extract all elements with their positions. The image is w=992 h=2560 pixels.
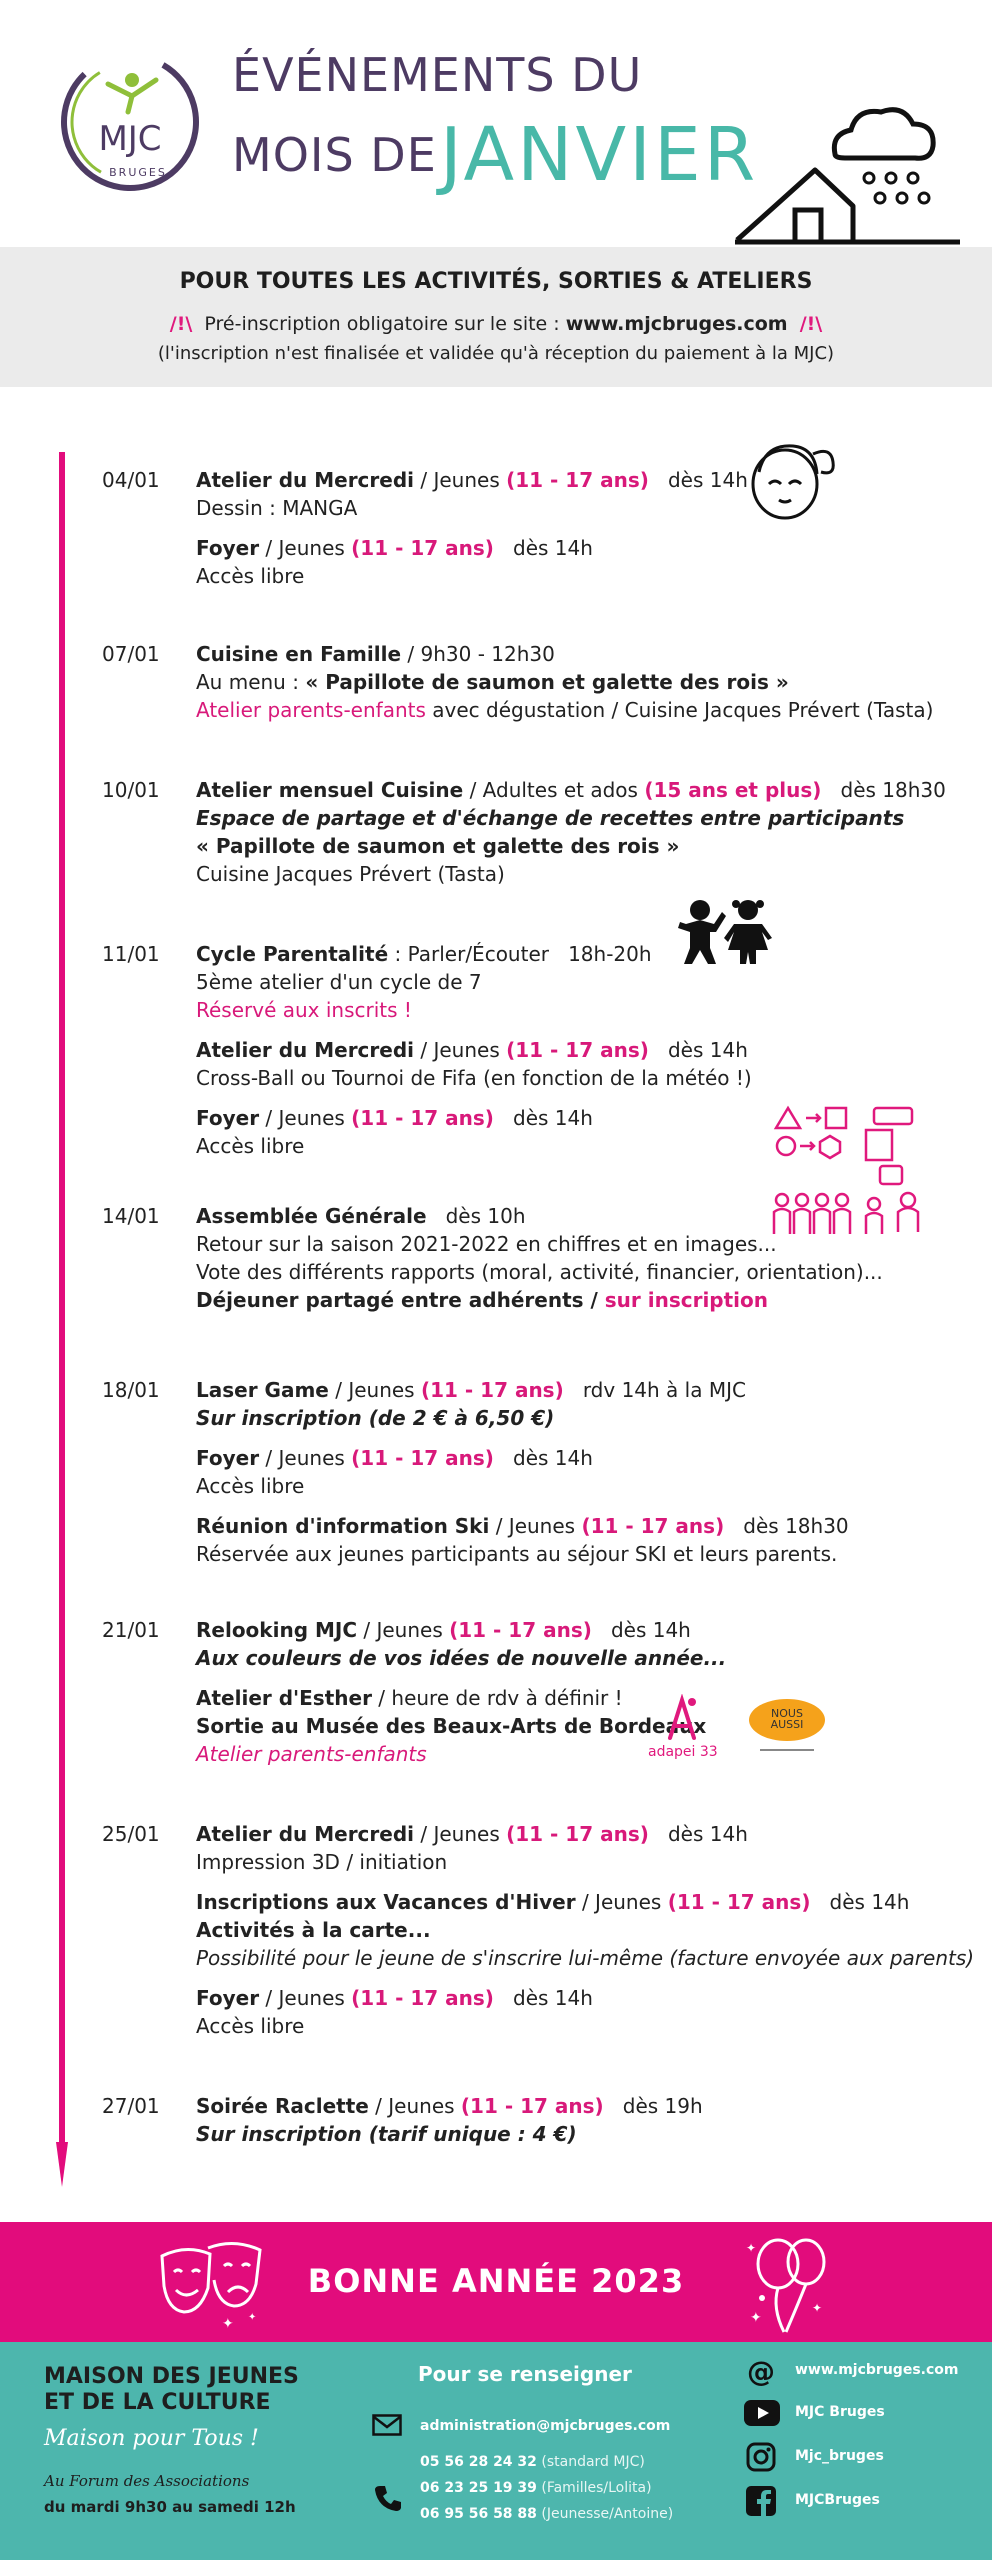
event-detail: Espace de partage et d'échange de recettes entre participants <box>196 806 905 830</box>
event-detail: Accès libre <box>196 1134 305 1158</box>
title-month: JANVIER <box>440 112 759 198</box>
banner-text: BONNE ANNÉE 2023 <box>307 2262 685 2300</box>
event-detail: Atelier parents-enfants <box>196 1742 427 1766</box>
manga-face-icon <box>745 432 840 527</box>
warning-sign: /!\ <box>169 313 193 335</box>
event-date: 14/01 <box>102 1204 160 1228</box>
info-line-1 <box>0 313 992 335</box>
event-detail: Réservée aux jeunes participants au séjour SKI et leurs parents. <box>196 1542 838 1566</box>
svg-text:@: @ <box>747 2356 775 2386</box>
event-title-line: Assemblée Générale dès 10h <box>196 1204 526 1228</box>
timeline-arrow <box>56 452 68 2187</box>
event-detail: Sur inscription (tarif unique : 4 €) <box>196 2122 577 2146</box>
event-title-line: Foyer / Jeunes (11 - 17 ans) dès 14h <box>196 536 593 560</box>
social-instagram[interactable]: Mjc_bruges <box>795 2448 884 2464</box>
event-detail: « Papillote de saumon et galette des rois » <box>196 834 680 858</box>
adapei-logo <box>642 1694 722 1764</box>
event-detail: Sur inscription (de 2 € à 6,50 €) <box>196 1406 555 1430</box>
event-detail: Au menu : « Papillote de saumon et galette des rois » <box>196 670 789 694</box>
event-title-line: Foyer / Jeunes (11 - 17 ans) dès 14h <box>196 1446 593 1470</box>
facebook-icon <box>746 2486 776 2516</box>
event-detail: Aux couleurs de vos idées de nouvelle année... <box>196 1646 727 1670</box>
warning-sign: /!\ <box>799 313 823 335</box>
phone-standard[interactable]: 05 56 28 24 32 (standard MJC) <box>420 2454 645 2470</box>
footer <box>0 2342 992 2560</box>
svg-text:BRUGES: BRUGES <box>109 166 167 179</box>
event-detail: Accès libre <box>196 2014 305 2038</box>
event-title-line: Laser Game / Jeunes (11 - 17 ans) rdv 14h à la MJC <box>196 1378 746 1402</box>
info-text: Pré-inscription obligatoire sur le site : <box>204 313 566 335</box>
children-icon <box>676 898 776 966</box>
contact-heading: Pour se renseigner <box>418 2362 632 2386</box>
balloons-icon <box>742 2232 834 2336</box>
event-title-line: Atelier du Mercredi / Jeunes (11 - 17 ans) dès 14h <box>196 1038 748 1062</box>
title-line-1: ÉVÉNEMENTS DU <box>232 48 643 102</box>
event-title-line: Atelier d'Esther / heure de rdv à définir ! <box>196 1686 623 1710</box>
envelope-icon <box>372 2414 402 2436</box>
event-title-line: Soirée Raclette / Jeunes (11 - 17 ans) dès 19h <box>196 2094 703 2118</box>
svg-text:✦: ✦ <box>248 2312 257 2323</box>
nous-aussi-logo <box>746 1698 828 1754</box>
event-title-line: Réunion d'information Ski / Jeunes (11 - 17 ans) dès 18h30 <box>196 1514 849 1538</box>
event-title-line: Atelier mensuel Cuisine / Adultes et ados (15 ans et plus) dès 18h30 <box>196 778 946 802</box>
event-detail: Activités à la carte... <box>196 1918 431 1942</box>
svg-text:✦: ✦ <box>746 2241 757 2255</box>
event-title-line: Cycle Parentalité : Parler/Écouter 18h-20h <box>196 942 652 966</box>
social-youtube[interactable]: MJC Bruges <box>795 2404 885 2420</box>
org-name-line-2: ET DE LA CULTURE <box>44 2390 271 2415</box>
org-location: Au Forum des Associations <box>44 2472 250 2490</box>
contact-email[interactable]: administration@mjcbruges.com <box>420 2418 671 2434</box>
event-title-line: Foyer / Jeunes (11 - 17 ans) dès 14h <box>196 1986 593 2010</box>
org-slogan: Maison pour Tous ! <box>44 2426 259 2451</box>
instagram-icon <box>746 2442 776 2472</box>
phone-icon <box>374 2484 402 2512</box>
svg-text:✦: ✦ <box>812 2301 823 2315</box>
svg-text:✦: ✦ <box>222 2316 234 2332</box>
event-detail: Accès libre <box>196 564 305 588</box>
page-header <box>0 0 992 247</box>
svg-text:✦: ✦ <box>750 2310 762 2326</box>
phone-families[interactable]: 06 23 25 19 39 (Familles/Lolita) <box>420 2480 652 2496</box>
social-website[interactable]: www.mjcbruges.com <box>795 2362 959 2378</box>
phone-youth[interactable]: 06 95 56 58 88 (Jeunesse/Antoine) <box>420 2506 674 2522</box>
adapei-label: adapei 33 <box>648 1744 718 1760</box>
svg-text:MJC: MJC <box>98 119 162 159</box>
event-detail: Dessin : MANGA <box>196 496 358 520</box>
event-detail: Déjeuner partagé entre adhérents / sur inscription <box>196 1288 769 1312</box>
event-date: 18/01 <box>102 1378 160 1402</box>
event-detail: Accès libre <box>196 1474 305 1498</box>
house-snow-icon <box>735 100 960 248</box>
event-date: 21/01 <box>102 1618 160 1642</box>
event-title-line: Atelier du Mercredi / Jeunes (11 - 17 ans) dès 14h <box>196 468 748 492</box>
org-name-line-1: MAISON DES JEUNES <box>44 2364 299 2389</box>
event-title-line: Foyer / Jeunes (11 - 17 ans) dès 14h <box>196 1106 593 1130</box>
event-detail: Sortie au Musée des Beaux-Arts de Bordeaux <box>196 1714 707 1738</box>
event-detail: Impression 3D / initiation <box>196 1850 448 1874</box>
social-facebook[interactable]: MJCBruges <box>795 2492 880 2508</box>
event-title-line: Relooking MJC / Jeunes (11 - 17 ans) dès 14h <box>196 1618 691 1642</box>
inscription-link[interactable]: sur inscription <box>604 1288 769 1312</box>
event-date: 10/01 <box>102 778 160 802</box>
event-detail: Retour sur la saison 2021-2022 en chiffres et en images... <box>196 1232 777 1256</box>
event-detail: 5ème atelier d'un cycle de 7 <box>196 970 482 994</box>
adapei-mark-icon <box>642 1694 722 1742</box>
event-title-line: Atelier du Mercredi / Jeunes (11 - 17 ans) dès 14h <box>196 1822 748 1846</box>
event-date: 25/01 <box>102 1822 160 1846</box>
title-line-2: MOIS DE <box>232 128 437 182</box>
opening-hours: du mardi 9h30 au samedi 12h <box>44 2498 296 2516</box>
info-line-2: (l'inscription n'est finalisée et validée qu'à réception du paiement à la MJC) <box>157 343 835 364</box>
event-detail: Vote des différents rapports (moral, activité, financier, orientation)... <box>196 1260 883 1284</box>
event-date: 27/01 <box>102 2094 160 2118</box>
new-year-banner <box>0 2222 992 2342</box>
nous-aussi-label: NOUS AUSSI <box>770 1707 804 1731</box>
event-detail: Atelier parents-enfants avec dégustation / Cuisine Jacques Prévert (Tasta) <box>196 698 934 722</box>
website-link[interactable]: www.mjcbruges.com <box>565 313 788 335</box>
pedagogy-icon <box>770 1104 920 1252</box>
event-date: 11/01 <box>102 942 160 966</box>
event-title-line: Inscriptions aux Vacances d'Hiver / Jeunes (11 - 17 ans) dès 14h <box>196 1890 910 1914</box>
event-detail: Cross-Ball ou Tournoi de Fifa (en fonction de la météo !) <box>196 1066 752 1090</box>
info-band <box>0 247 992 387</box>
info-title: POUR TOUTES LES ACTIVITÉS, SORTIES & ATELIERS <box>179 269 813 294</box>
event-title-line: Cuisine en Famille / 9h30 - 12h30 <box>196 642 555 666</box>
mjc-logo <box>58 50 203 195</box>
event-date: 04/01 <box>102 468 160 492</box>
event-detail: Possibilité pour le jeune de s'inscrire lui-même (facture envoyée aux parents) <box>196 1946 975 1970</box>
event-date: 07/01 <box>102 642 160 666</box>
event-detail: Cuisine Jacques Prévert (Tasta) <box>196 862 505 886</box>
at-icon <box>746 2356 776 2386</box>
youtube-icon <box>744 2400 780 2426</box>
event-detail: Réservé aux inscrits ! <box>196 998 412 1022</box>
